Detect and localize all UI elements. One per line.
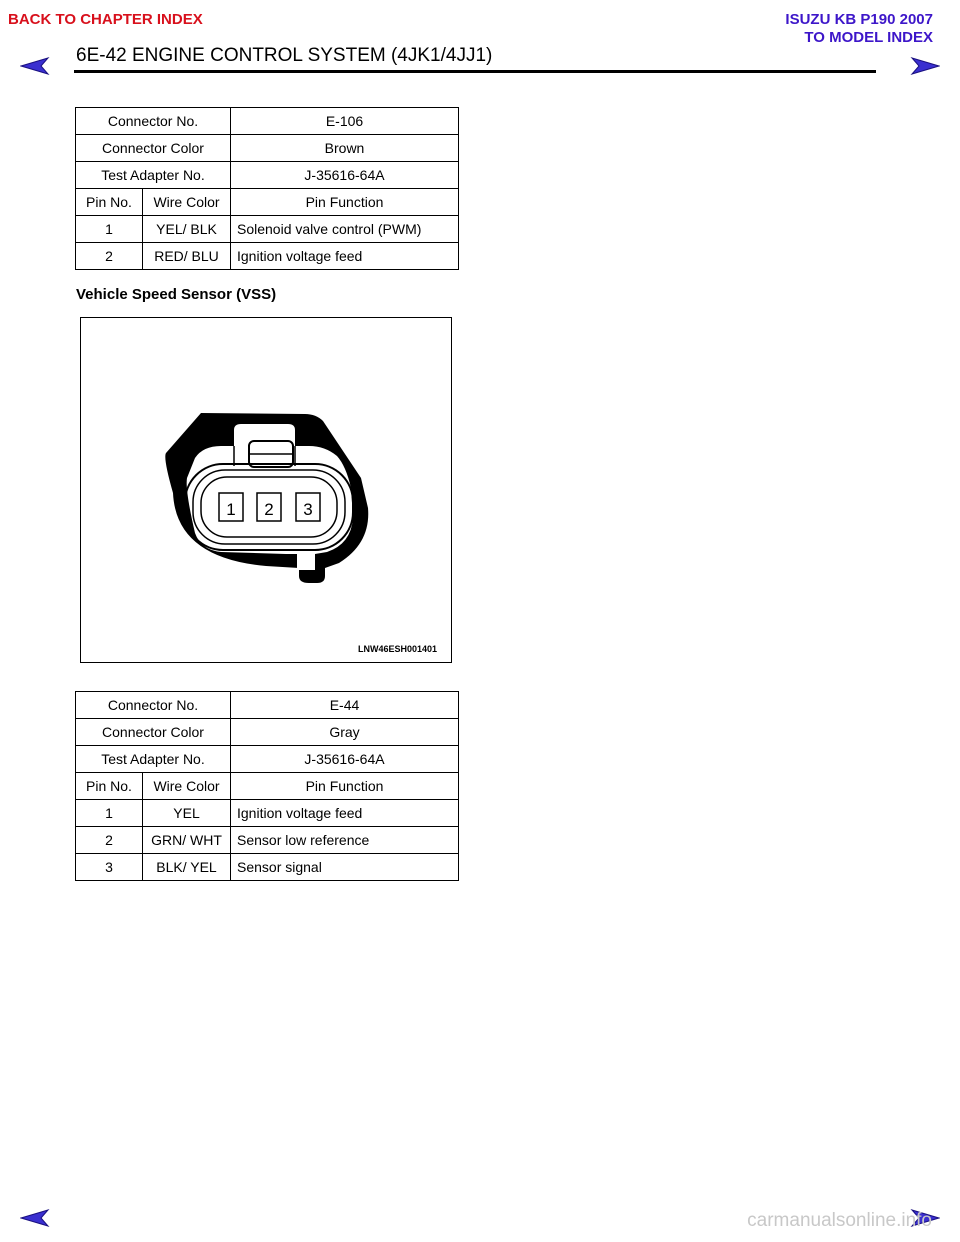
wire-color: RED/ BLU (143, 243, 231, 270)
section-heading: Vehicle Speed Sensor (VSS) (76, 286, 277, 303)
table-header-row (76, 773, 459, 800)
table-row (76, 827, 459, 854)
wire-color: YEL/ BLK (143, 216, 231, 243)
table-header-row (76, 189, 459, 216)
wire-color: BLK/ YEL (143, 854, 231, 881)
test-adapter-label: Test Adapter No. (76, 162, 231, 189)
wire-color: GRN/ WHT (143, 827, 231, 854)
pin-label: 3 (303, 500, 313, 519)
prev-page-arrow-icon[interactable] (20, 56, 50, 76)
diagram-reference-code: LNW46ESH001401 (357, 644, 437, 654)
watermark: carmanualsonline.info (747, 1210, 932, 1231)
prev-page-arrow-icon[interactable] (20, 1208, 50, 1228)
table-row (76, 746, 459, 773)
table-row (76, 135, 459, 162)
pin-function: Ignition voltage feed (231, 800, 459, 827)
pin-function: Solenoid valve control (PWM) (231, 216, 459, 243)
pin-label: 2 (264, 500, 274, 519)
table-row (76, 162, 459, 189)
back-to-chapter-index-link[interactable]: BACK TO CHAPTER INDEX (8, 11, 203, 28)
pin-number: 2 (76, 827, 143, 854)
model-title-link[interactable]: ISUZU KB P190 2007 (785, 11, 933, 28)
vss-connector-illustration (81, 318, 451, 662)
column-header-wire: Wire Color (143, 773, 231, 800)
pin-number: 2 (76, 243, 143, 270)
wire-color: YEL (143, 800, 231, 827)
table-row (76, 108, 459, 135)
connector-no-label: Connector No. (76, 108, 231, 135)
table-row (76, 692, 459, 719)
column-header-pin: Pin No. (76, 773, 143, 800)
test-adapter-value: J-35616-64A (231, 746, 459, 773)
connector-no-value: E-44 (231, 692, 459, 719)
table-row (76, 854, 459, 881)
table-row (76, 216, 459, 243)
connector-no-value: E-106 (231, 108, 459, 135)
pin-label: 1 (226, 500, 236, 519)
connector-no-label: Connector No. (76, 692, 231, 719)
column-header-function: Pin Function (231, 773, 459, 800)
pin-function: Sensor low reference (231, 827, 459, 854)
pin-number: 3 (76, 854, 143, 881)
pin-number: 1 (76, 800, 143, 827)
next-page-arrow-icon[interactable] (910, 56, 940, 76)
pin-function: Sensor signal (231, 854, 459, 881)
header-rule (74, 70, 876, 73)
column-header-function: Pin Function (231, 189, 459, 216)
column-header-wire: Wire Color (143, 189, 231, 216)
page-header-title: 6E-42 ENGINE CONTROL SYSTEM (4JK1/4JJ1) (76, 45, 493, 66)
connector-color-label: Connector Color (76, 135, 231, 162)
connector-color-value: Gray (231, 719, 459, 746)
table-row (76, 243, 459, 270)
test-adapter-value: J-35616-64A (231, 162, 459, 189)
connector-color-label: Connector Color (76, 719, 231, 746)
to-model-index-link[interactable]: TO MODEL INDEX (804, 29, 933, 46)
test-adapter-label: Test Adapter No. (76, 746, 231, 773)
column-header-pin: Pin No. (76, 189, 143, 216)
table-row (76, 719, 459, 746)
connector-table-e106 (75, 107, 459, 270)
connector-diagram (80, 317, 452, 663)
pin-function: Ignition voltage feed (231, 243, 459, 270)
pin-number: 1 (76, 216, 143, 243)
connector-color-value: Brown (231, 135, 459, 162)
table-row (76, 800, 459, 827)
connector-table-e44 (75, 691, 459, 881)
